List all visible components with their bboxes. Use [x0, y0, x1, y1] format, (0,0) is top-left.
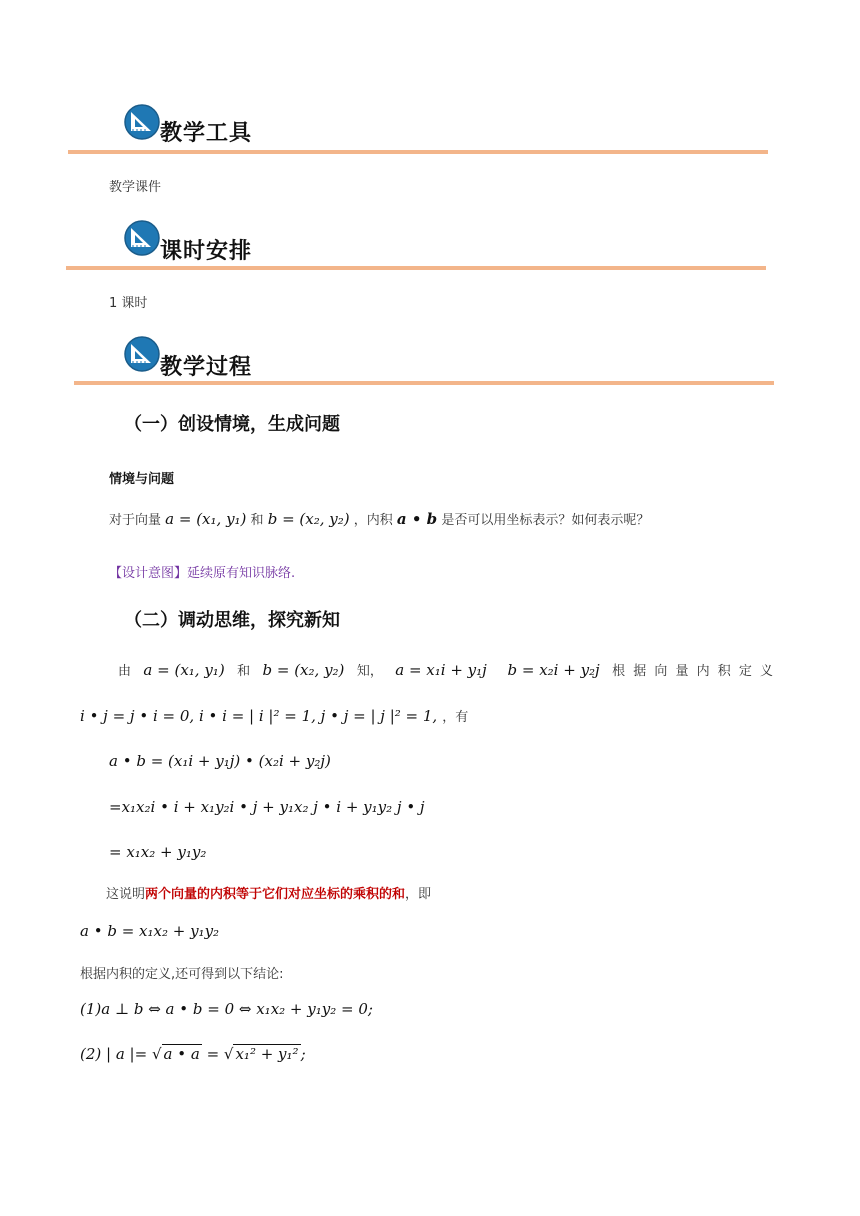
line1-you: 由 — [118, 664, 132, 679]
question-and: 和 — [250, 513, 264, 528]
section-title: 教学工具 — [160, 121, 253, 146]
section-divider — [66, 266, 766, 270]
magnitude-formula — [80, 1044, 306, 1063]
section-divider — [74, 381, 774, 385]
part1-heading: （一）创设情境，生成问题 — [124, 414, 340, 435]
triangle-ruler-icon — [124, 104, 160, 140]
part2-heading: （二）调动思维，探究新知 — [124, 610, 340, 631]
equation-expand: a • b = (x₁i + y₁j) • (x₂i + y₂j) — [109, 752, 331, 770]
magnitude-prefix: (2) | a |= — [80, 1045, 152, 1063]
vector-b: b = (x₂, y₂) — [267, 510, 350, 528]
conclusion-suffix: ，即 — [405, 887, 432, 902]
triangle-ruler-icon — [124, 336, 160, 372]
section-header-schedule — [124, 220, 524, 264]
further-conclusions: 根据内积的定义,还可得到以下结论: — [80, 967, 284, 982]
line1-vector-b: b = (x₂, y₂) — [262, 661, 345, 679]
design-label: 【设计意图】 — [109, 566, 188, 581]
conclusion-line — [106, 883, 431, 902]
section-header-process — [124, 336, 524, 380]
conclusion-highlight: 两个向量的内积等于它们对应坐标的乘积的和 — [145, 887, 406, 902]
question-line — [109, 509, 649, 528]
section-content: 1 课时 — [109, 296, 148, 311]
design-intent — [109, 562, 295, 581]
question-mid: ，内积 — [353, 513, 393, 528]
section-title: 教学过程 — [160, 355, 253, 380]
inner-product-formula: a • b = x₁x₂ + y₁y₂ — [80, 922, 220, 940]
triangle-ruler-icon — [124, 220, 160, 256]
question-prefix: 对于向量 — [109, 513, 162, 528]
unit-vector-identities: i • j = j • i = 0, i • i = | i |² = 1, j • j = | j |² = 1, — [80, 707, 438, 725]
section-title: 课时安排 — [160, 239, 253, 264]
equation-result: = x₁x₂ + y₁y₂ — [109, 843, 207, 861]
perpendicular-condition: (1)a ⊥ b ⇔ a • b = 0 ⇔ x₁x₂ + y₁y₂ = 0; — [80, 1000, 373, 1018]
radicand-aa: a • a — [163, 1045, 200, 1063]
vector-a: a = (x₁, y₁) — [165, 510, 247, 528]
derivation-line1 — [118, 660, 782, 679]
line1-he: 和 — [237, 664, 251, 679]
design-text: 延续原有知识脉络. — [187, 566, 296, 581]
inner-product: a • b — [396, 510, 438, 528]
line1-a-expand: a = x₁i + y₁j — [395, 661, 487, 679]
line1-zhi: 知， — [356, 664, 383, 679]
line1-vector-a: a = (x₁, y₁) — [143, 661, 225, 679]
section-content: 教学课件 — [109, 180, 162, 195]
magnitude-suffix: ; — [300, 1045, 306, 1063]
sqrt-symbol: √ — [223, 1045, 234, 1063]
question-suffix: 是否可以用坐标表示？如何表示呢？ — [441, 513, 650, 528]
radicand-coords: x₁² + y₁² — [235, 1045, 299, 1063]
conclusion-prefix: 这说明 — [106, 887, 146, 902]
section-divider — [68, 150, 768, 154]
section-header-tools — [124, 104, 524, 144]
line1-b-expand: b = x₂i + y₂j — [507, 661, 600, 679]
equation-distribute: =x₁x₂i • i + x₁y₂i • j + y₁x₂ j • i + y₁y₂ j • j — [109, 798, 425, 816]
derivation-line2 — [80, 706, 468, 725]
line2-suffix: ，有 — [442, 710, 469, 725]
line1-suffix: 根 据 向 量 内 积 定 义 — [612, 664, 776, 679]
part1-subheading: 情境与问题 — [109, 472, 175, 487]
sqrt-symbol: √ — [151, 1045, 162, 1063]
magnitude-eq: = — [201, 1045, 224, 1063]
